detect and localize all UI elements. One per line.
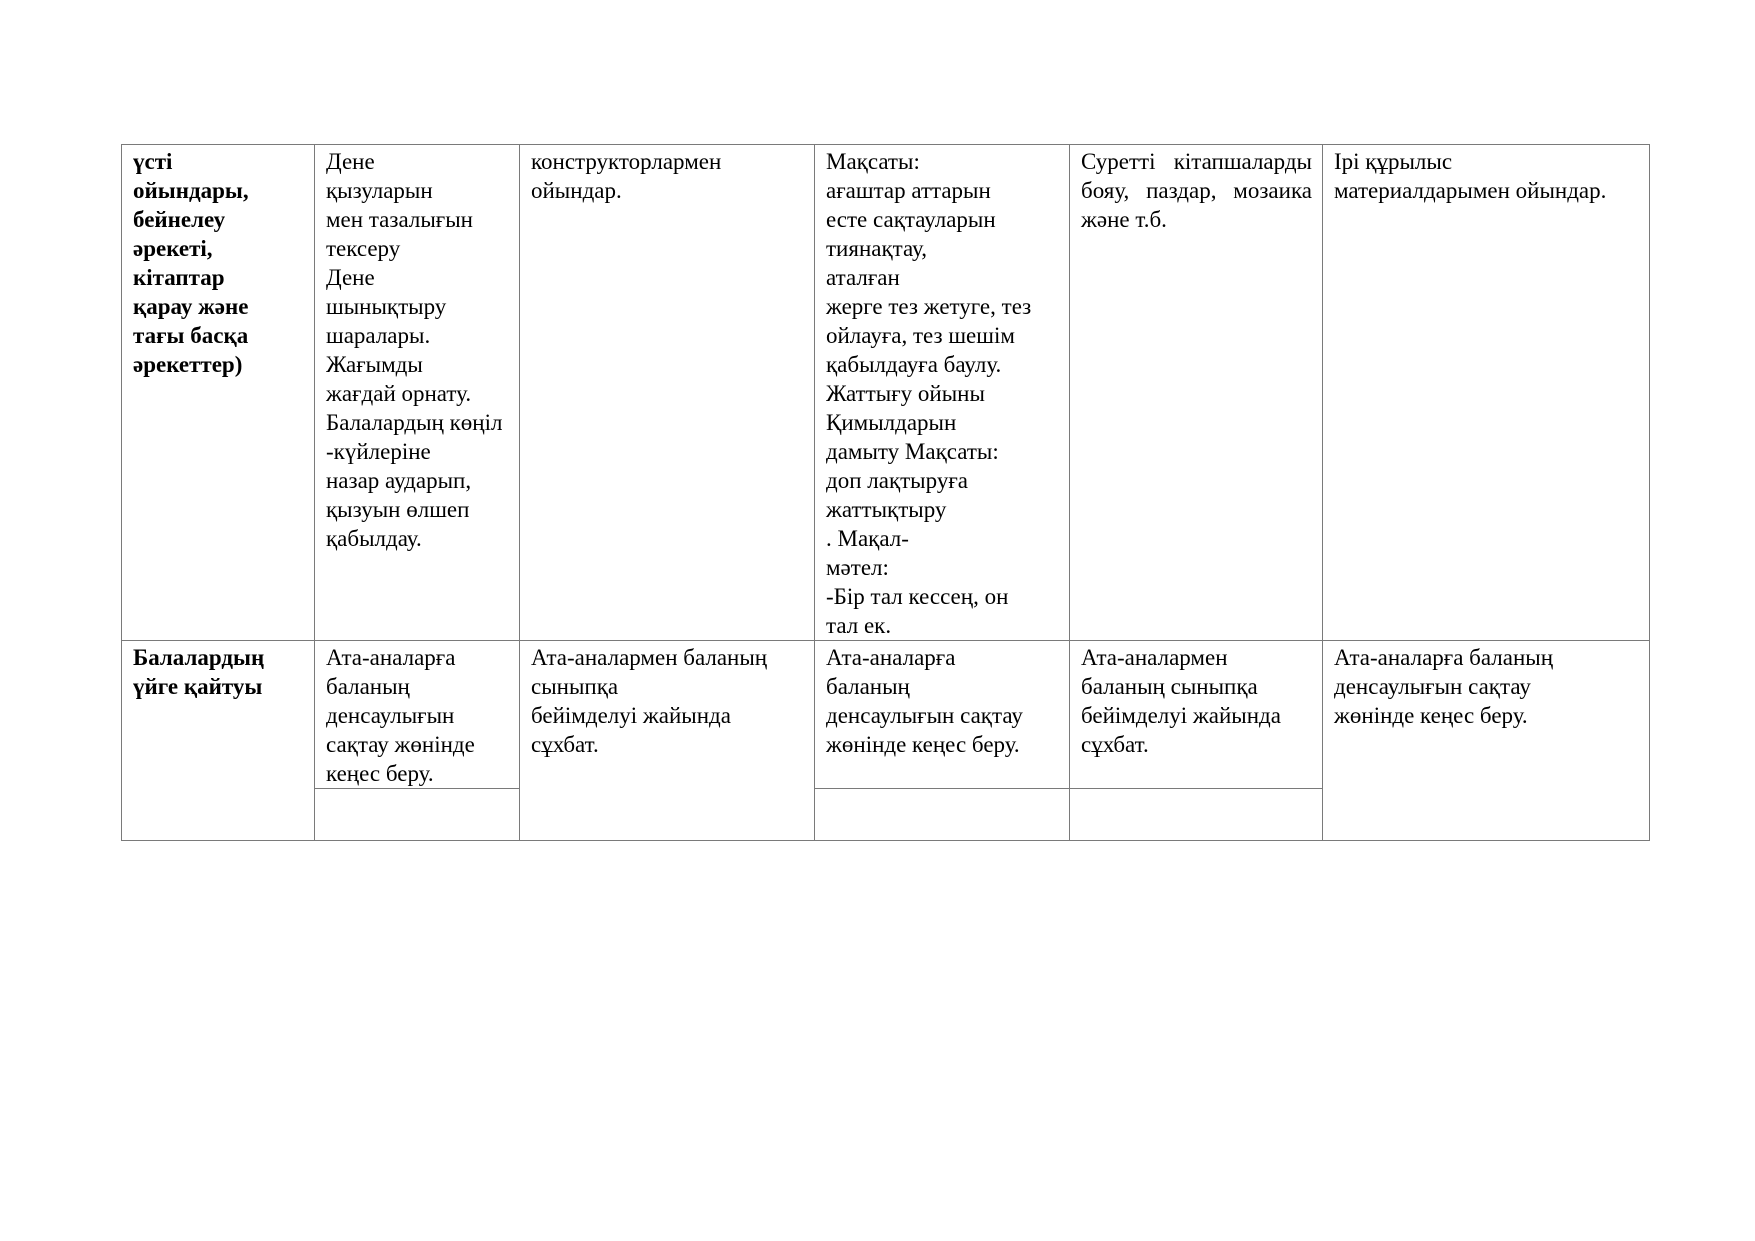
cell-text: Дене қызуларын мен тазалығын тексеру Дене шынықтыру шаралары. Жағымды жағдай орнату. Балалардың көңіл -күйлеріне назар аударып, қызуын өлшеп қабылдау. <box>326 149 503 551</box>
cell-text: Ірі құрылыс материалдарымен ойындар. <box>1334 149 1607 203</box>
row-label-cell <box>122 641 315 841</box>
cell-text: Ата-аналарға баланың денсаулығын сақтау жөнінде кеңес беру. <box>326 645 475 786</box>
cell-text: конструкторлармен ойындар. <box>531 149 722 203</box>
empty-cell <box>1070 789 1323 841</box>
row-label-cell <box>122 145 315 641</box>
cell-text: Ата-аналармен баланың сыныпқа бейімделуі жайында сұхбат. <box>531 645 768 757</box>
table-cell <box>1070 641 1323 789</box>
table-cell <box>1070 145 1323 641</box>
cell-text: Суретті кітапшаларды бояу, паздар, мозаика және т.б. <box>1081 149 1312 232</box>
empty-cell <box>315 789 520 841</box>
table-cell <box>1323 145 1650 641</box>
cell-text: Ата-аналарға баланың денсаулығын сақтау жөнінде кеңес беру. <box>826 645 1023 757</box>
table-row <box>122 145 1650 641</box>
cell-text: Ата-аналарға баланың денсаулығын сақтау жөнінде кеңес беру. <box>1334 645 1554 728</box>
table-cell <box>520 145 815 641</box>
table-cell <box>315 145 520 641</box>
row-label: Балалардың үйге қайтуы <box>133 645 265 699</box>
table-cell <box>1323 641 1650 841</box>
table-cell <box>520 641 815 841</box>
table-cell <box>815 641 1070 789</box>
row-label: үсті ойындары, бейнелеу әрекеті, кітаптар қарау және тағы басқа әрекеттер) <box>133 149 249 377</box>
daily-plan-table <box>121 144 1650 841</box>
table-row <box>122 641 1650 789</box>
cell-text: Мақсаты: ағаштар аттарын есте сақтауларын тиянақтау, аталған жерге тез жетуге, тез ойлауға, тез шешім қабылдауға баулу. Жаттығу ойыны Қимылдарын дамыту Мақсаты: доп лақтыруға жаттықтыру . Мақал- мәтел: -Бір тал кессең, он тал ек. <box>826 149 1032 638</box>
table-cell <box>815 145 1070 641</box>
cell-text: Ата-аналармен баланың сыныпқа бейімделуі жайында сұхбат. <box>1081 645 1281 757</box>
table-cell <box>315 641 520 789</box>
empty-cell <box>815 789 1070 841</box>
